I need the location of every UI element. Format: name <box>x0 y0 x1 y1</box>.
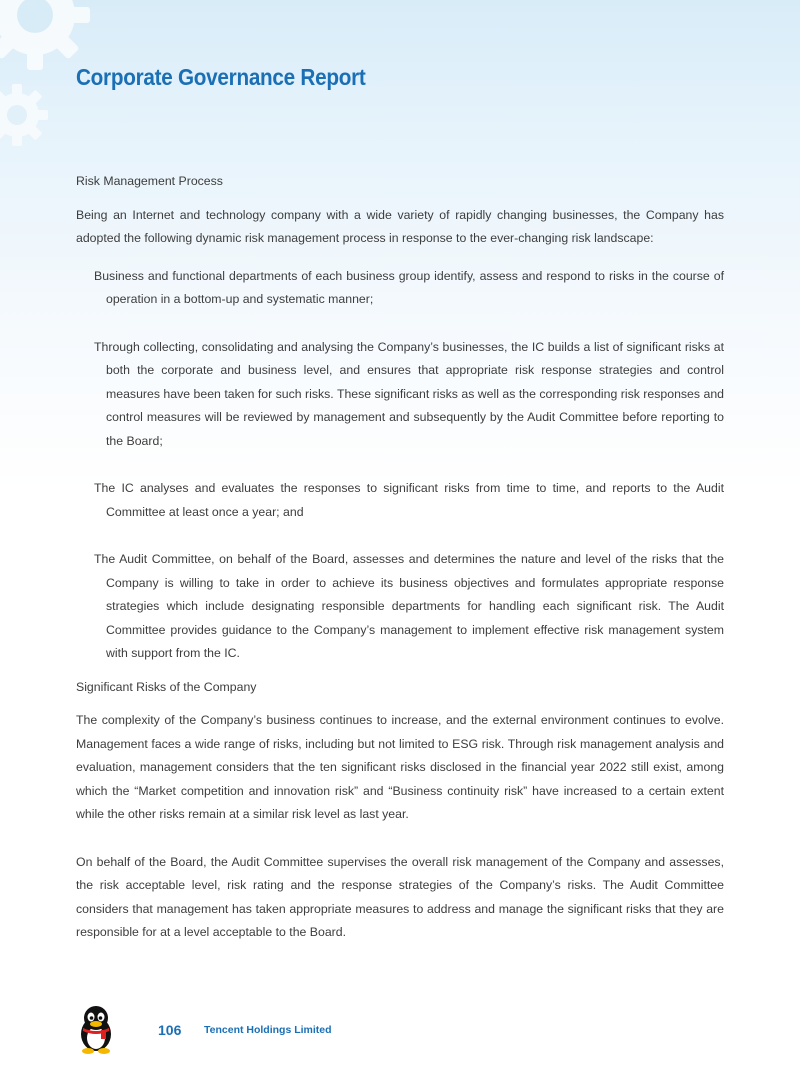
section-heading-significant-risks: Significant Risks of the Company <box>76 679 257 694</box>
gear-icon-small <box>0 80 52 150</box>
main-content <box>76 170 724 945</box>
page-footer <box>76 1004 476 1054</box>
section-heading-risk-management-process: Risk Management Process <box>76 174 223 188</box>
risks-paragraph-1: The complexity of the Company’s business continues to increase, and the external environment continues to evolve. Management faces a wide range of risks, including but not limited to ESG risk. Through risk management analysis and evaluation, management considers that the ten significant risks disclosed in the financial year 2022 still exist, among which the “Market competition and innovation risk” and “Business continuity risk” have increased to a certain extent while the other risks remain at a similar risk level as last year. <box>76 713 724 821</box>
page-number: 106 <box>158 1022 182 1038</box>
page-title: Corporate Governance Report <box>76 64 366 90</box>
intro-paragraph: Being an Internet and technology company with a wide variety of rapidly changing businesses, the Company has adopted the following dynamic risk management process in response to the ever-changing risk landscape: <box>76 207 724 245</box>
company-name: Tencent Holdings Limited <box>204 1024 332 1036</box>
process-step-4: The Audit Committee, on behalf of the Board, assesses and determines the nature and level of the risks that the Company is willing to take in order to achieve its business objectives and formulates appropriate response strategies which include designating responsible departments for handling each significant risk. The Audit Committee provides guidance to the Company’s management to implement effective risk management system with support from the IC. <box>94 552 724 660</box>
process-step-3: The IC analyses and evaluates the responses to significant risks from time to time, and reports to the Audit Committee at least once a year; and <box>94 481 724 519</box>
penguin-icon <box>76 1004 116 1054</box>
process-step-1: Business and functional departments of each business group identify, assess and respond to risks in the course of operation in a bottom-up and systematic manner; <box>94 268 724 306</box>
process-step-2: Through collecting, consolidating and analysing the Company’s businesses, the IC builds a list of significant risks at both the corporate and business level, and ensures that appropriate risk response strategies and control measures have been taken for such risks. These significant risks as well as the corresponding risk responses and control measures will be reviewed by management and subsequently by the Audit Committee before reporting to the Board; <box>94 339 724 448</box>
risks-paragraph-2: On behalf of the Board, the Audit Committee supervises the overall risk management of the Company and assesses, the risk acceptable level, risk rating and the response strategies of the Company’s risks. The Audit Committee considers that management has taken appropriate measures to address and manage the significant risks that they are responsible for at a level acceptable to the Board. <box>76 854 724 939</box>
